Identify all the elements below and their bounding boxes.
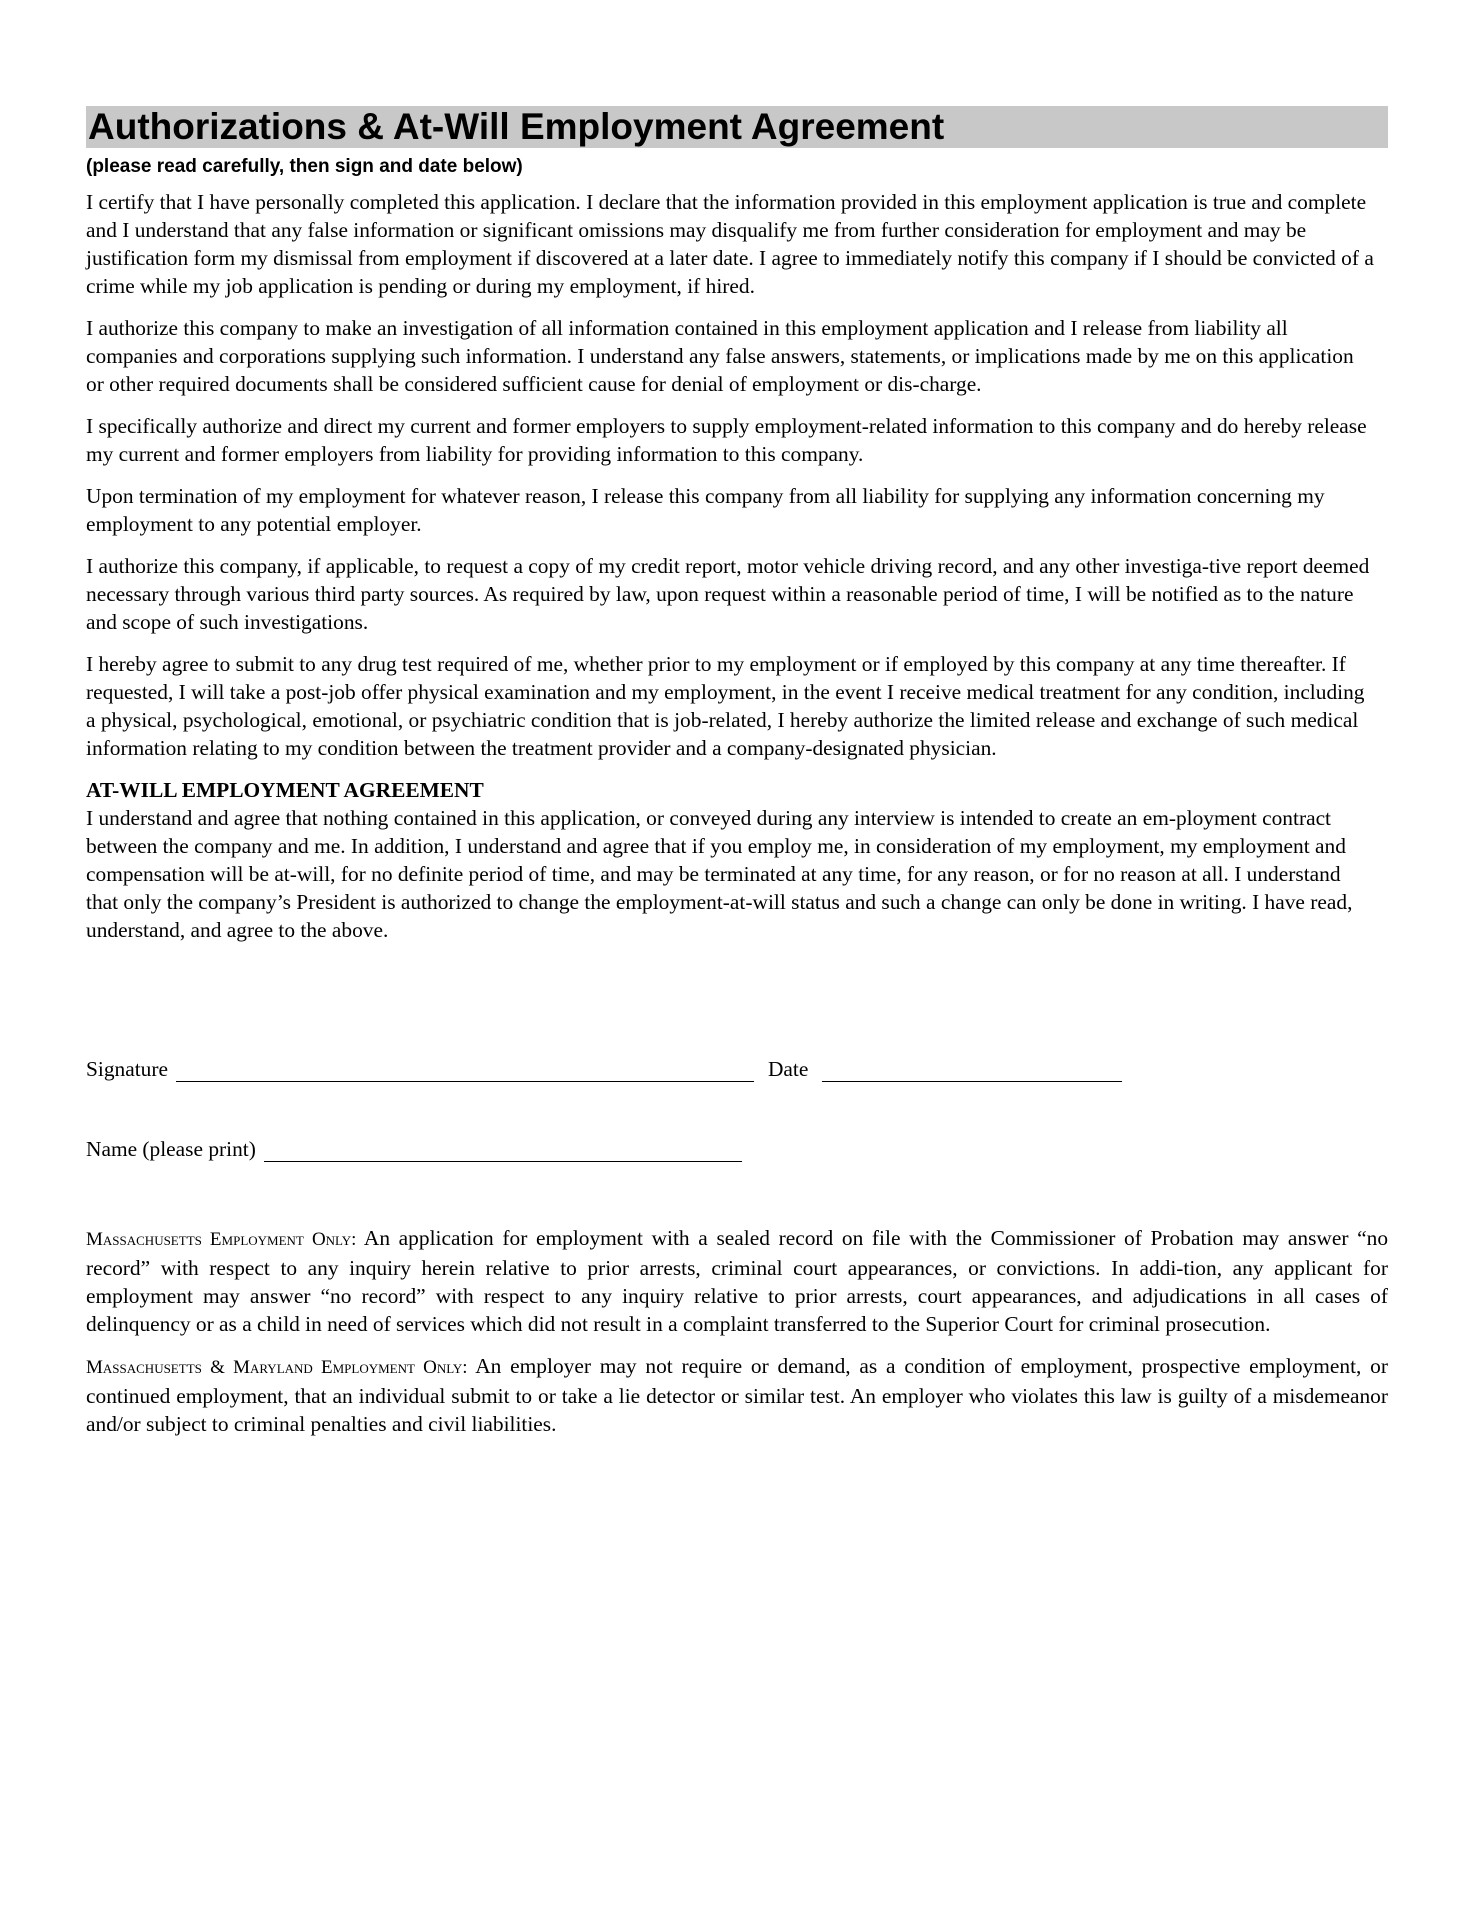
legal-note-text: An employer may not require or demand, as a condition of employment, prospective employment, or continued employment, that an individual submit to or take a lie detector or similar test. An employer who violates this law is guilty of a misdemeanor and/or subject to criminal penalties and civil liabilities.	[86, 1354, 1388, 1436]
name-label: Name (please print)	[86, 1137, 256, 1161]
document-page	[86, 106, 1388, 1452]
paragraph-termination: Upon termination of my employment for whatever reason, I release this company from all liability for supplying any information concerning my employment to any potential employer.	[86, 484, 1325, 536]
signature-label: Signature	[86, 1057, 168, 1081]
legal-notes-section	[86, 1224, 1388, 1438]
legal-note-heading: Massachusetts Employment Only:	[86, 1229, 357, 1250]
name-line[interactable]	[264, 1139, 742, 1162]
at-will-heading: AT-WILL EMPLOYMENT AGREEMENT	[86, 778, 484, 802]
document-subtitle: (please read carefully, then sign and date below)	[86, 156, 523, 177]
signature-line[interactable]	[176, 1059, 754, 1082]
legal-note-massachusetts	[86, 1224, 1388, 1338]
signature-row	[86, 1052, 1388, 1082]
paragraph-credit-report: I authorize this company, if applicable, to request a copy of my credit report, motor vehicle driving record, and any other investiga-tive report deemed necessary through various third party sources. As required by law, upon request within a reasonable period of time, I will be notified as to the nature and scope of such investigations.	[86, 554, 1370, 634]
at-will-section	[86, 776, 1388, 944]
paragraph-former-employers: I specifically authorize and direct my current and former employers to supply employment-related information to this company and do hereby release my current and former employers from liability for providing information to this company.	[86, 414, 1367, 466]
document-title: Authorizations & At-Will Employment Agreement	[86, 106, 1388, 148]
authorization-section	[86, 188, 1388, 762]
paragraph-certification: I certify that I have personally completed this application. I declare that the information provided in this employment application is true and complete and I understand that any false information or significant omissions may disqualify me from further consideration for employment and may be justification form my dismissal from employment if discovered at a later date. I agree to immediately notify this company if I should be convicted of a crime while my job application is pending or during my employment, if hired.	[86, 190, 1374, 298]
legal-note-heading: Massachusetts & Maryland Employment Only:	[86, 1357, 468, 1378]
paragraph-drug-test: I hereby agree to submit to any drug test required of me, whether prior to my employment or if employed by this company at any time thereafter. If requested, I will take a post-job offer physical examination and my employment, in the event I receive medical treatment for any condition, including a physical, psychological, emotional, or psychiatric condition that is job-related, I hereby authorize the limited release and exchange of such medical information relating to my condition between the treatment provider and a company-designated physician.	[86, 652, 1365, 760]
paragraph-investigation: I authorize this company to make an investigation of all information contained in this employment application and I release from liability all companies and corporations supplying such information. I understand any false answers, statements, or implications made by me on this application or other required documents shall be considered sufficient cause for denial of employment or dis-charge.	[86, 316, 1354, 396]
signature-block	[86, 1052, 1388, 1162]
legal-note-massachusetts-maryland	[86, 1352, 1388, 1438]
at-will-text: I understand and agree that nothing contained in this application, or conveyed during any interview is intended to create an em-ployment contract between the company and me. In addition, I understand and agree that if you employ me, in consideration of my employment, my employment and compensation will be at-will, for no definite period of time, and may be terminated at any time, for any reason, or for no reason at all. I understand that only the company’s President is authorized to change the employment-at-will status and such a change can only be done in writing. I have read, understand, and agree to the above.	[86, 806, 1353, 942]
legal-note-text: An application for employment with a sealed record on file with the Commissioner of Probation may answer “no record” with respect to any inquiry herein relative to prior arrests, criminal court appearances, or convictions. In addi-tion, any applicant for employment may answer “no record” with respect to any inquiry relative to prior arrests, court appearances, and adjudications in all cases of delinquency or as a child in need of services which did not result in a complaint transferred to the Superior Court for criminal prosecution.	[86, 1226, 1389, 1336]
date-label: Date	[767, 1057, 809, 1081]
name-row	[86, 1132, 1388, 1162]
date-line[interactable]	[822, 1059, 1122, 1082]
